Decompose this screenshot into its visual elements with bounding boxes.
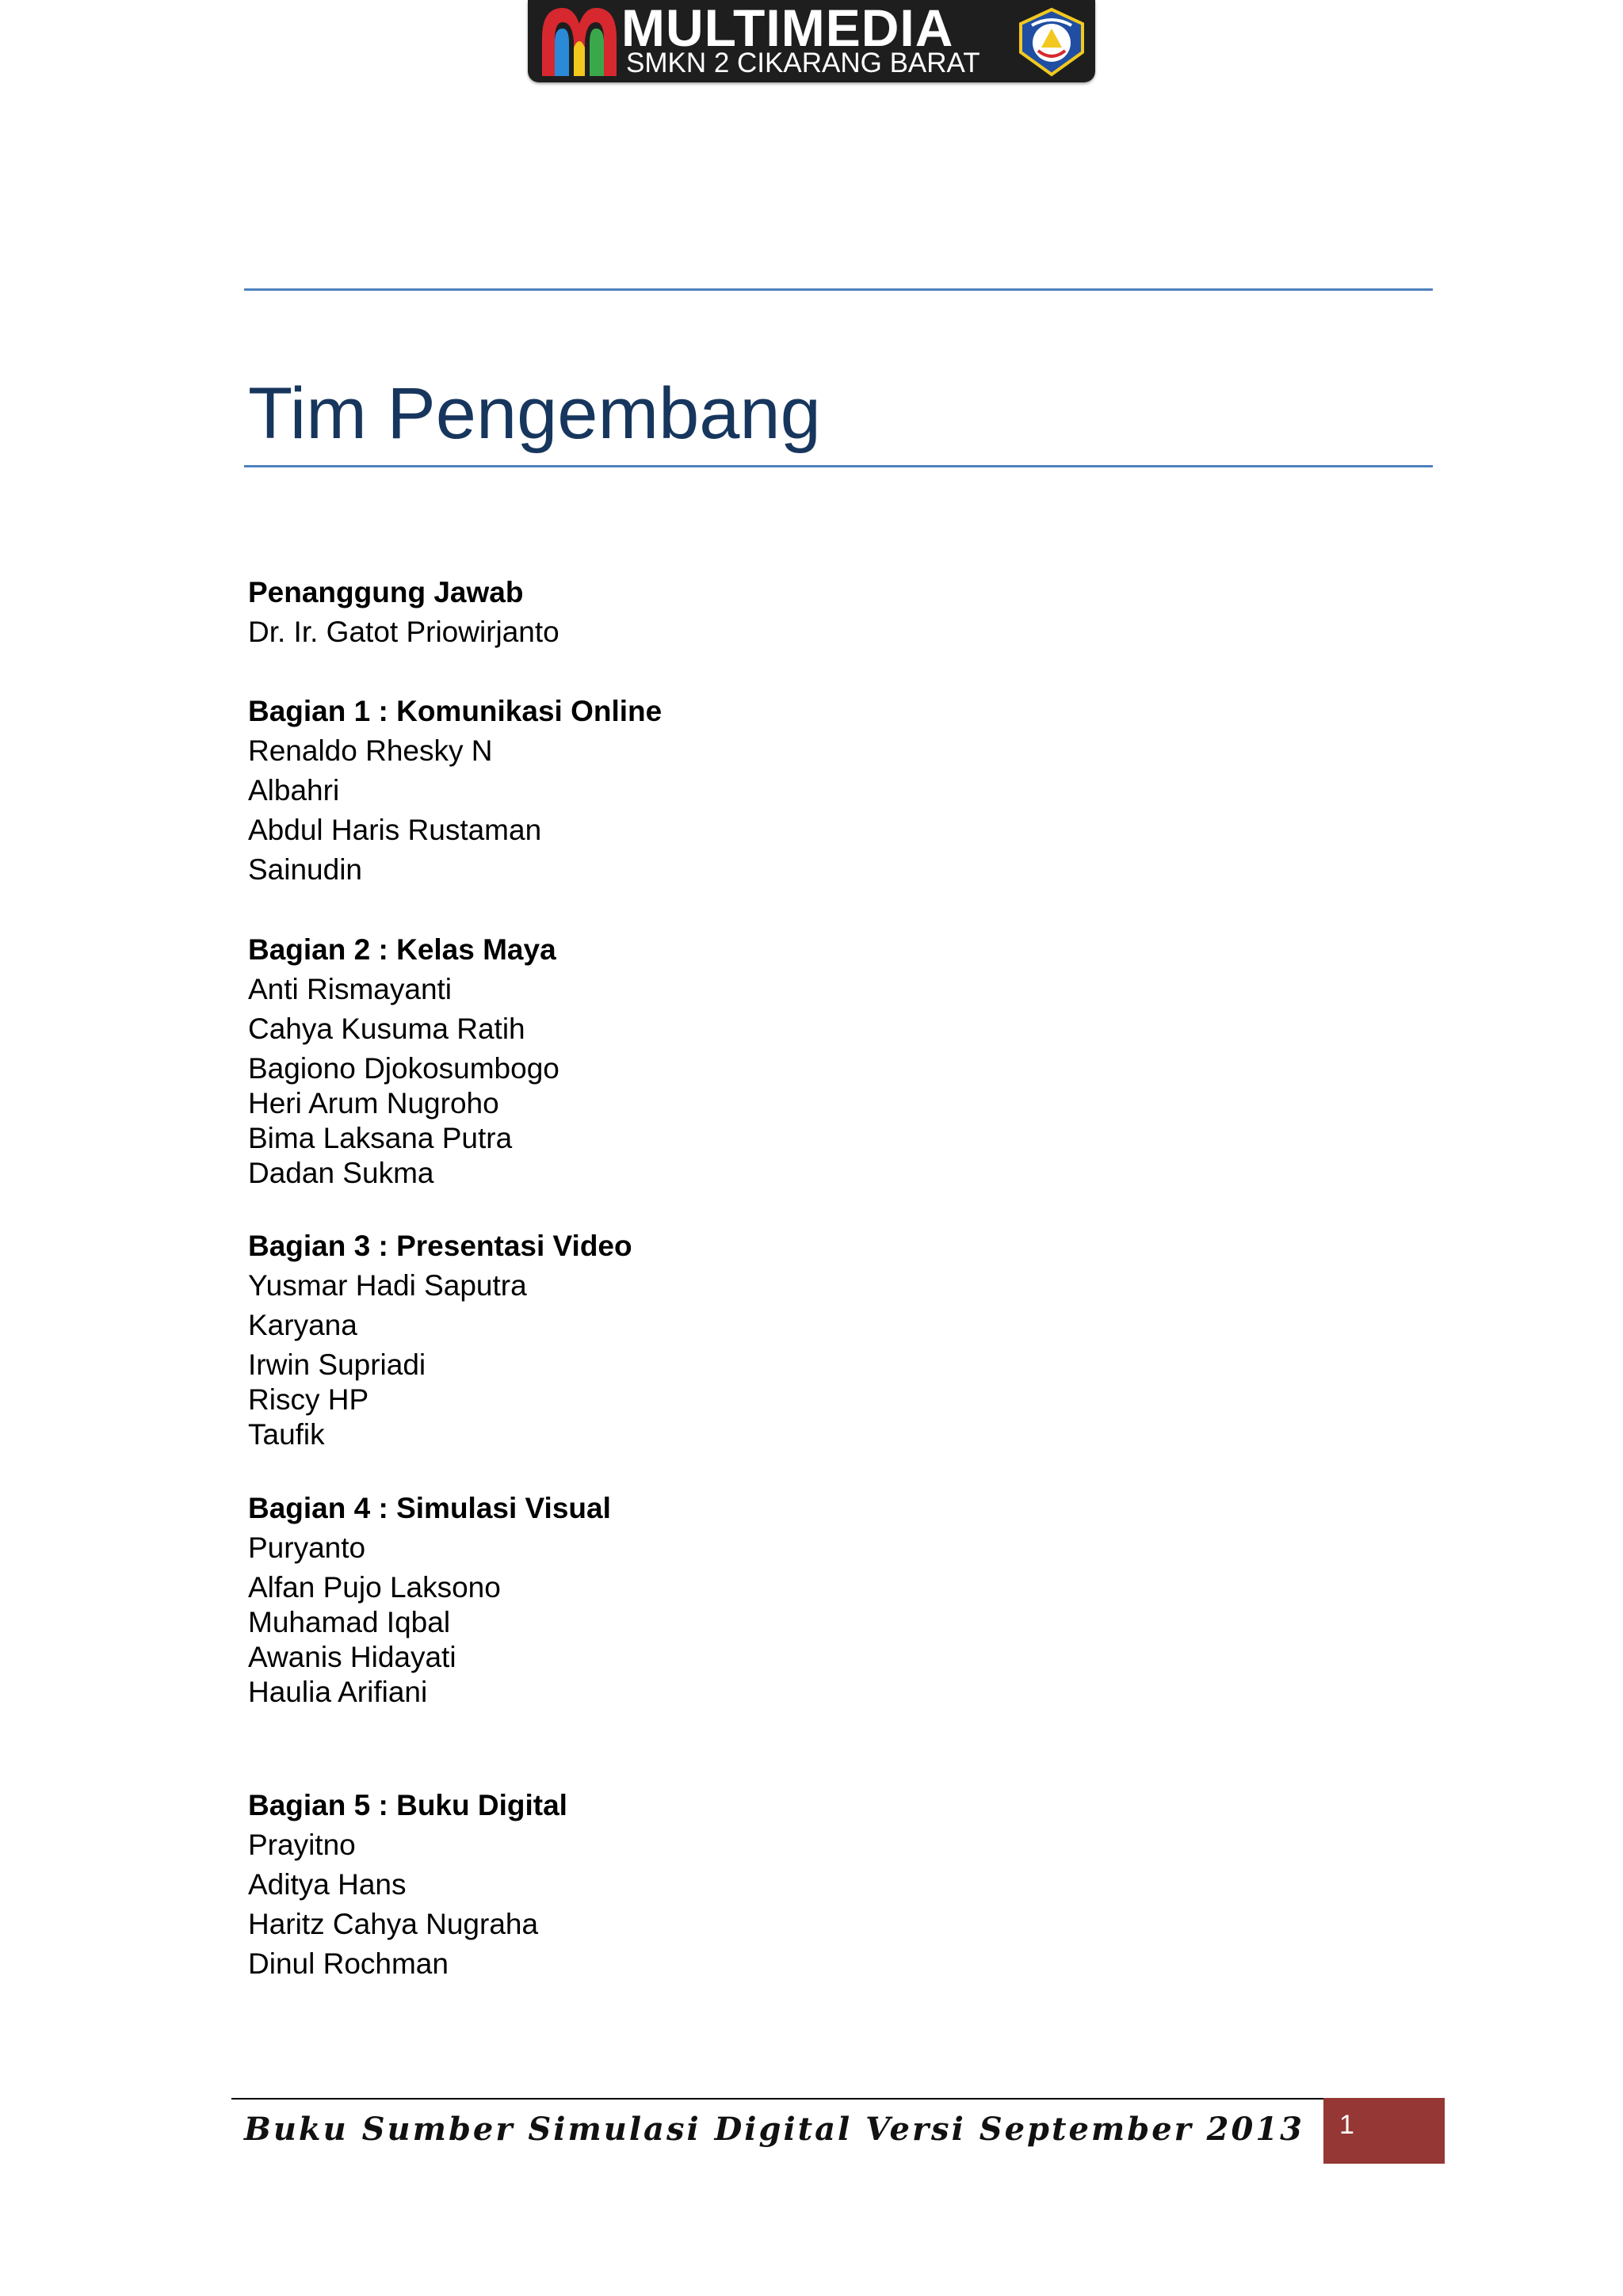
page-number-box [1323, 2098, 1445, 2164]
team-member-name: Haulia Arifiani [248, 1676, 428, 1708]
team-member-name: Dadan Sukma [248, 1157, 434, 1189]
team-member-name: Dinul Rochman [248, 1947, 449, 1980]
team-member-name: Abdul Haris Rustaman [248, 814, 542, 846]
section-heading-bagian-2: Bagian 2 : Kelas Maya [248, 933, 556, 966]
team-member-name: Puryanto [248, 1531, 366, 1564]
team-member-name: Alfan Pujo Laksono [248, 1571, 501, 1604]
team-member-name: Sainudin [248, 853, 363, 886]
page-number: 1 [1339, 2110, 1354, 2140]
team-member-name: Yusmar Hadi Saputra [248, 1269, 527, 1302]
team-member-name: Irwin Supriadi [248, 1348, 426, 1381]
team-member-name: Aditya Hans [248, 1868, 407, 1901]
section-heading-bagian-4: Bagian 4 : Simulasi Visual [248, 1492, 611, 1524]
title-top-rule [244, 288, 1433, 291]
school-seal-icon [1016, 6, 1087, 78]
team-member-name: Bagiono Djokosumbogo [248, 1052, 559, 1085]
m-arches-icon [537, 3, 621, 79]
team-member-name: Cahya Kusuma Ratih [248, 1013, 525, 1045]
footer-text: Buku Sumber Simulasi Digital Versi September 2013 [244, 2111, 1304, 2148]
section-heading-penanggung-jawab: Penanggung Jawab [248, 576, 524, 608]
team-member-name: Anti Rismayanti [248, 973, 453, 1005]
team-member-name: Albahri [248, 774, 340, 807]
team-member-name: Riscy HP [248, 1383, 369, 1416]
team-member-name: Bima Laksana Putra [248, 1122, 513, 1154]
team-member-name: Taufik [248, 1418, 325, 1451]
logo-title: MULTIMEDIA [621, 0, 954, 57]
footer-rule [231, 2098, 1325, 2100]
team-member-name: Renaldo Rhesky N [248, 734, 493, 767]
page-title: Tim Pengembang [248, 373, 821, 454]
section-heading-bagian-5: Bagian 5 : Buku Digital [248, 1789, 567, 1821]
team-member-name: Heri Arum Nugroho [248, 1087, 499, 1119]
team-member-name: Muhamad Iqbal [248, 1606, 451, 1638]
team-member-name: Karyana [248, 1309, 357, 1341]
team-member-name: Dr. Ir. Gatot Priowirjanto [248, 616, 559, 648]
title-bottom-rule [244, 465, 1433, 467]
logo-subtitle: SMKN 2 CIKARANG BARAT [626, 48, 980, 78]
team-member-name: Awanis Hidayati [248, 1641, 456, 1673]
team-member-name: Prayitno [248, 1829, 356, 1861]
team-member-name: Haritz Cahya Nugraha [248, 1908, 539, 1940]
multimedia-logo [528, 0, 1095, 82]
section-heading-bagian-3: Bagian 3 : Presentasi Video [248, 1230, 632, 1262]
section-heading-bagian-1: Bagian 1 : Komunikasi Online [248, 695, 663, 727]
